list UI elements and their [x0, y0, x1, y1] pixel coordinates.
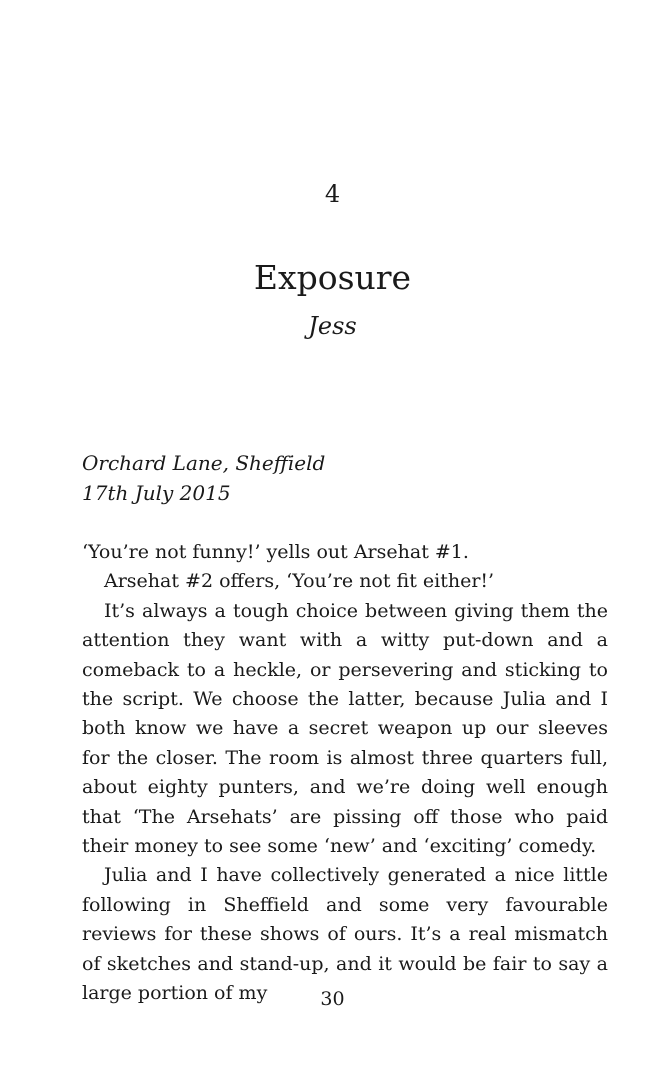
paragraph: It’s always a tough choice between giving them the attention they want with a witty put-down and a comeback to a heckle, or persevering and sticking to the script. We choose the latter, because Julia and I both know we have a secret weapon up our sleeves for the closer. The room is almost three quarters full, about eighty punters, and we’re doing well enough that ‘The Arsehats’ are pissing off those who paid their money to see some ‘new’ and ‘exciting’ comedy.	[82, 599, 608, 858]
paragraph: ‘You’re not funny!’ yells out Arsehat #1.	[82, 541, 469, 563]
dateline	[82, 448, 325, 508]
chapter-subtitle: Jess	[308, 312, 357, 340]
paragraph: Julia and I have collectively generated a nice little following in Sheffield and some very favourable reviews for these shows of ours. It’s a real mismatch of sketches and stand-up, and it would be fair to say a large portion of my	[82, 864, 608, 1005]
chapter-title: Exposure	[253, 258, 412, 297]
chapter-number: 4	[324, 180, 341, 208]
body-text	[82, 538, 608, 1009]
dateline-date: 17th July 2015	[82, 481, 231, 505]
paragraph: Arsehat #2 offers, ‘You’re not fit either!’	[104, 570, 495, 593]
page-number: 30	[320, 988, 345, 1010]
dateline-place: Orchard Lane, Sheffield	[82, 451, 326, 475]
